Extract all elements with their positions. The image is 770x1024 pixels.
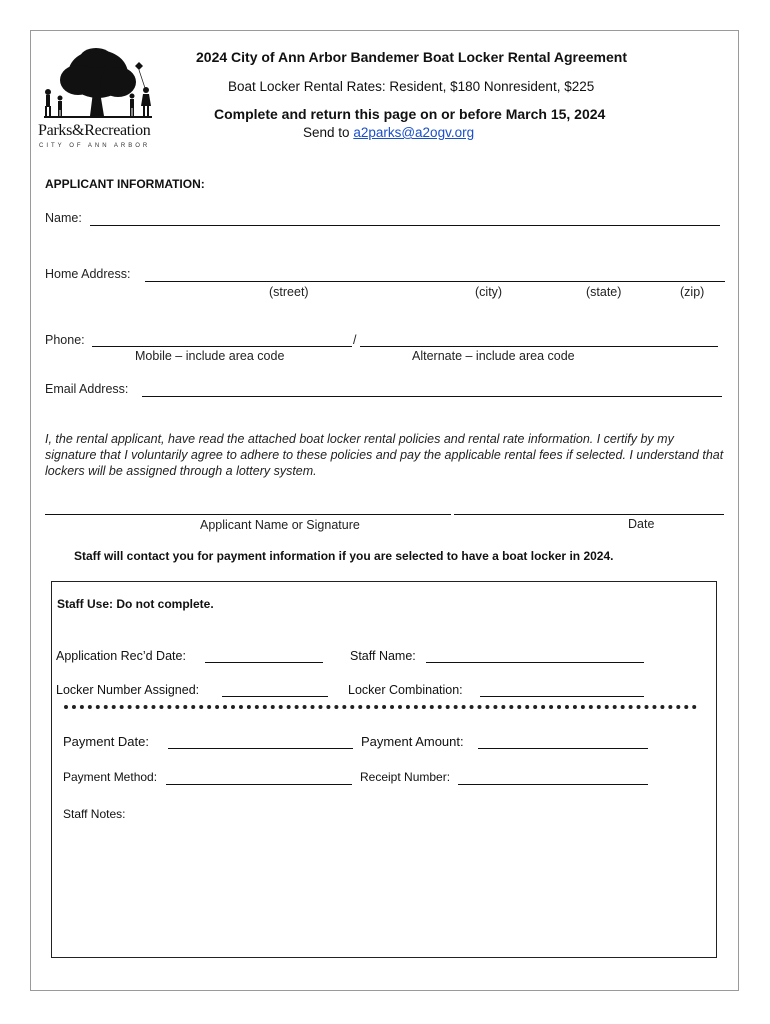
alternate-hint: Alternate – include area code xyxy=(412,349,575,363)
street-hint: (street) xyxy=(269,285,309,299)
send-to-label: Send to xyxy=(303,125,350,140)
payment-date-label: Payment Date: xyxy=(63,734,149,749)
staff-name-line[interactable] xyxy=(426,662,644,663)
signature-field-line[interactable] xyxy=(45,514,451,515)
home-address-label: Home Address: xyxy=(45,267,131,281)
parks-recreation-logo xyxy=(38,44,156,152)
mobile-phone-field-line[interactable] xyxy=(92,346,352,347)
staff-notes-label: Staff Notes: xyxy=(63,807,126,821)
name-label: Name: xyxy=(45,211,82,225)
locker-number-label: Locker Number Assigned: xyxy=(56,683,200,697)
alternate-phone-field-line[interactable] xyxy=(360,346,718,347)
name-field-line[interactable] xyxy=(90,225,720,226)
application-received-date-line[interactable] xyxy=(205,662,323,663)
email-address-label: Email Address: xyxy=(45,382,129,396)
zip-hint: (zip) xyxy=(680,285,705,299)
send-to-line xyxy=(303,125,474,140)
applicant-statement: I, the rental applicant, have read the attached boat locker rental policies and rental rate information. I certify by my signature that I voluntarily agree to adhere to these policies and pay the applicable rental fees if selected. I understand that lockers will be assigned through a lottery system. xyxy=(45,432,724,478)
phone-separator: / xyxy=(353,333,357,347)
locker-combination-line[interactable] xyxy=(480,696,644,697)
email-address-field-line[interactable] xyxy=(142,396,722,397)
staff-name-label: Staff Name: xyxy=(350,649,416,663)
date-label: Date xyxy=(628,517,655,531)
dotted-divider xyxy=(64,705,697,709)
email-link[interactable]: a2parks@a2ogv.org xyxy=(353,125,475,140)
payment-amount-line[interactable] xyxy=(478,748,648,749)
payment-method-line[interactable] xyxy=(166,784,352,785)
rental-rates: Boat Locker Rental Rates: Resident, $180 Nonresident, $225 xyxy=(228,79,595,94)
return-deadline: Complete and return this page on or before March 15, 2024 xyxy=(214,106,606,122)
receipt-number-line[interactable] xyxy=(458,784,648,785)
staff-use-header: Staff Use: Do not complete. xyxy=(57,597,214,611)
phone-label: Phone: xyxy=(45,333,85,347)
city-hint: (city) xyxy=(475,285,503,299)
mobile-hint: Mobile – include area code xyxy=(135,349,285,363)
locker-number-line[interactable] xyxy=(222,696,328,697)
signature-label: Applicant Name or Signature xyxy=(200,518,360,532)
date-field-line[interactable] xyxy=(454,514,724,515)
payment-date-line[interactable] xyxy=(168,748,353,749)
application-received-date-label: Application Rec’d Date: xyxy=(56,649,186,663)
receipt-number-label: Receipt Number: xyxy=(360,770,451,784)
home-address-field-line[interactable] xyxy=(145,281,725,282)
logo-name: Parks&Recreation xyxy=(38,122,151,139)
state-hint: (state) xyxy=(586,285,622,299)
staff-contact-notice: Staff will contact you for payment information if you are selected to have a boat locker in 2024. xyxy=(74,549,614,563)
form-title: 2024 City of Ann Arbor Bandemer Boat Locker Rental Agreement xyxy=(196,49,627,65)
payment-amount-label: Payment Amount: xyxy=(361,734,464,749)
locker-combination-label: Locker Combination: xyxy=(348,683,463,697)
payment-method-label: Payment Method: xyxy=(63,770,158,784)
logo-tagline: CITY OF ANN ARBOR xyxy=(39,143,151,149)
applicant-section-title: APPLICANT INFORMATION: xyxy=(45,177,205,191)
